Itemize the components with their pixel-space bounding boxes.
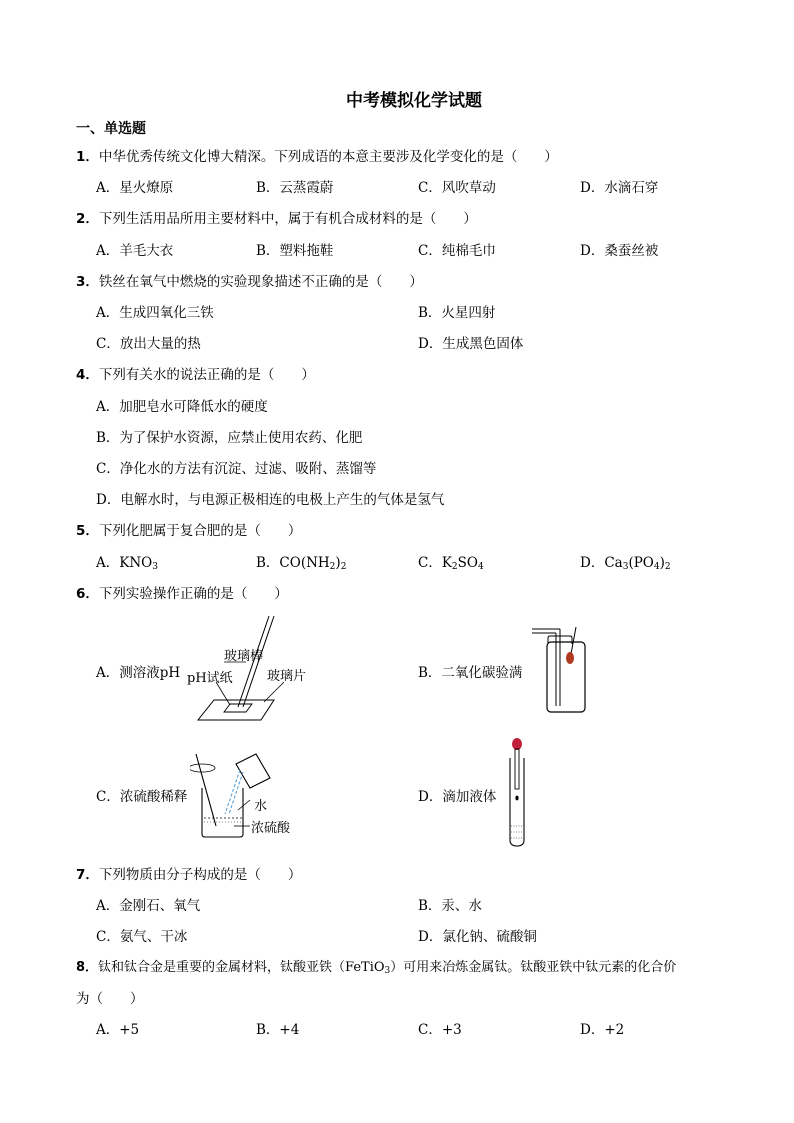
question-number: 5． bbox=[76, 523, 99, 539]
section-heading: 一、单选题 bbox=[76, 121, 146, 137]
formula-subscript: 2 bbox=[329, 562, 336, 572]
figure-co2-test bbox=[530, 624, 590, 714]
q1-option-b[interactable]: B．云蒸霞蔚 bbox=[256, 180, 334, 196]
flame-icon bbox=[566, 652, 574, 664]
label-concentrated-acid: 浓硫酸 bbox=[251, 821, 291, 836]
question-number: 3． bbox=[76, 274, 99, 290]
q3-option-b[interactable]: B．火星四射 bbox=[418, 305, 496, 321]
q7-option-b[interactable]: B．汞、水 bbox=[418, 898, 482, 914]
q5-option-a[interactable] bbox=[96, 551, 158, 572]
q8-option-c[interactable]: C．+3 bbox=[418, 1022, 462, 1038]
glass-rod bbox=[196, 754, 216, 826]
q4-option-a[interactable]: A．加肥皂水可降低水的硬度 bbox=[96, 399, 268, 415]
q1-option-a[interactable]: A．星火燎原 bbox=[96, 180, 174, 196]
question-text: 下列实验操作正确的是（ ） bbox=[98, 586, 288, 602]
formula-subscript: 2 bbox=[451, 562, 458, 572]
label-glass-plate: 玻璃片 bbox=[267, 669, 307, 684]
question-text: 中华优秀传统文化博大精深。下列成语的本意主要涉及化学变化的是（ ） bbox=[98, 149, 558, 165]
label-ph-paper: pH试纸 bbox=[187, 671, 233, 686]
question-8 bbox=[76, 956, 676, 976]
q3-option-a[interactable]: A．生成四氧化三铁 bbox=[96, 305, 214, 321]
q5-option-d[interactable] bbox=[580, 551, 671, 572]
q5-option-b[interactable] bbox=[256, 551, 346, 572]
question-5 bbox=[76, 519, 301, 539]
q4-option-c[interactable]: C．净化水的方法有沉淀、过滤、吸附、蒸馏等 bbox=[96, 461, 377, 477]
question-text-cont: ）可用来冶炼金属钛。钛酸亚铁中钛元素的化合价 bbox=[390, 960, 677, 975]
formula-text: ) bbox=[659, 555, 665, 571]
question-4 bbox=[76, 363, 315, 383]
figure-ph-test bbox=[186, 612, 316, 724]
q3-option-c[interactable]: C．放出大量的热 bbox=[96, 336, 201, 352]
question-8-line-2: 为（ ） bbox=[76, 991, 144, 1007]
question-1 bbox=[76, 145, 558, 165]
question-number: 8． bbox=[76, 960, 99, 975]
glass-plate bbox=[198, 700, 274, 720]
q4-option-b[interactable]: B．为了保护水资源，应禁止使用农药、化肥 bbox=[96, 430, 363, 446]
q7-option-a[interactable]: A．金刚石、氧气 bbox=[96, 898, 201, 914]
formula-subscript: 4 bbox=[477, 562, 484, 572]
q8-option-a[interactable]: A．+5 bbox=[96, 1022, 140, 1038]
q2-option-d[interactable]: D．桑蚕丝被 bbox=[580, 243, 659, 259]
q2-option-b[interactable]: B．塑料拖鞋 bbox=[256, 243, 334, 259]
beaker bbox=[202, 788, 243, 837]
dropper-bulb bbox=[512, 738, 522, 750]
formula-text: ) bbox=[335, 555, 341, 571]
figure-acid-dilution bbox=[190, 748, 330, 840]
q8-option-d[interactable]: D．+2 bbox=[580, 1022, 625, 1038]
q4-option-d[interactable]: D．电解水时，与电源正极相连的电极上产生的气体是氢气 bbox=[96, 492, 445, 508]
question-text: 钛和钛合金是重要的金属材料，钛酸亚铁（FeTiO bbox=[98, 960, 385, 975]
question-text: 下列化肥属于复合肥的是（ ） bbox=[98, 523, 302, 539]
formula-subscript: 3 bbox=[622, 562, 629, 572]
q1-option-c[interactable]: C．风吹草动 bbox=[418, 180, 496, 196]
test-tube bbox=[510, 758, 524, 846]
formula-text: D．Ca bbox=[580, 555, 623, 571]
formula-text: SO bbox=[457, 555, 478, 571]
formula-text: C．K bbox=[418, 555, 452, 571]
q7-option-d[interactable]: D．氯化钠、硫酸铜 bbox=[418, 929, 537, 945]
q2-option-c[interactable]: C．纯棉毛巾 bbox=[418, 243, 496, 259]
q5-option-c[interactable] bbox=[418, 551, 484, 572]
question-text: 下列生活用品所用主要材料中，属于有机合成材料的是（ ） bbox=[98, 211, 477, 227]
question-text: 铁丝在氧气中燃烧的实验现象描述不正确的是（ ） bbox=[98, 274, 423, 290]
page-title: 中考模拟化学试题 bbox=[346, 91, 482, 111]
q6-option-a[interactable]: A．测溶液pH bbox=[96, 665, 181, 681]
formula-subscript: 3 bbox=[152, 562, 158, 572]
question-3 bbox=[76, 270, 423, 290]
question-number: 1． bbox=[76, 149, 99, 165]
question-6 bbox=[76, 582, 288, 602]
formula-text: (PO bbox=[628, 555, 654, 571]
ph-paper bbox=[224, 704, 252, 712]
q6-option-b[interactable]: B．二氧化碳验满 bbox=[418, 665, 523, 681]
question-text: 下列物质由分子构成的是（ ） bbox=[98, 867, 302, 883]
question-number: 4． bbox=[76, 367, 99, 383]
label-glass-rod: 玻璃棒 bbox=[224, 649, 264, 664]
q8-option-b[interactable]: B．+4 bbox=[256, 1022, 300, 1038]
q1-option-d[interactable]: D．水滴石穿 bbox=[580, 180, 659, 196]
q2-option-a[interactable]: A．羊毛大衣 bbox=[96, 243, 174, 259]
question-7 bbox=[76, 863, 301, 883]
question-number: 7． bbox=[76, 867, 99, 883]
formula-subscript: 3 bbox=[384, 966, 391, 976]
figure-dropper bbox=[505, 736, 529, 850]
formula-subscript: 2 bbox=[340, 562, 347, 572]
formula-text: A．KNO bbox=[96, 555, 153, 571]
label-water: 水 bbox=[254, 799, 268, 814]
q3-option-d[interactable]: D．生成黑色固体 bbox=[418, 336, 524, 352]
formula-text: B．CO(NH bbox=[256, 555, 330, 571]
question-number: 2． bbox=[76, 211, 99, 227]
question-text: 下列有关水的说法正确的是（ ） bbox=[98, 367, 315, 383]
formula-subscript: 4 bbox=[653, 562, 660, 572]
q6-option-c[interactable]: C．浓硫酸稀释 bbox=[96, 789, 188, 805]
q7-option-c[interactable]: C．氨气、干冰 bbox=[96, 929, 188, 945]
gas-bottle bbox=[547, 642, 585, 712]
formula-subscript: 2 bbox=[664, 562, 671, 572]
question-2 bbox=[76, 207, 477, 227]
question-number: 6． bbox=[76, 586, 99, 602]
pouring-cup bbox=[236, 754, 270, 788]
q6-option-d[interactable]: D．滴加液体 bbox=[418, 789, 497, 805]
